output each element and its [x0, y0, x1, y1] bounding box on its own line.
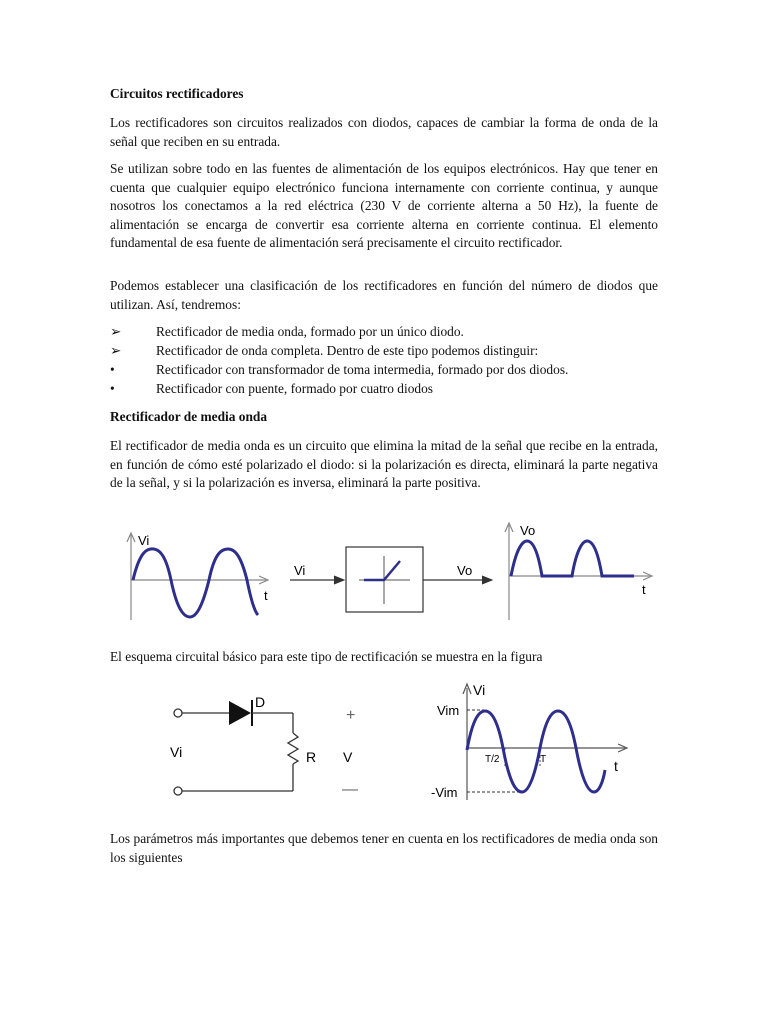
dot-bullet-icon: •	[110, 362, 115, 377]
heading-circuitos-rectificadores: Circuitos rectificadores	[110, 86, 244, 101]
list-item-text: Rectificador de onda completa. Dentro de este tipo podemos distinguir:	[156, 343, 539, 358]
sine-wave	[467, 711, 605, 792]
arrow-bullet-icon: ➢	[110, 343, 122, 358]
paragraph-intro: Los rectificadores son circuitos realizados con diodos, capaces de cambiar la forma de onda de la señal que reciben en su entrada.	[110, 115, 658, 149]
list-item-text: Rectificador con puente, formado por cuatro diodos	[156, 381, 434, 396]
vi-axis-label: Vi	[473, 682, 486, 698]
circuit-schematic	[170, 694, 358, 798]
paragraph-parametros: Los parámetros más importantes que debemos tener en cuenta en los rectificadores de media onda son los siguientes	[110, 831, 658, 865]
arrow-bullet-icon: ➢	[110, 324, 122, 339]
resistor-icon	[288, 733, 298, 764]
resistor-label: R	[306, 749, 317, 765]
paragraph-esquema: El esquema circuital básico para este tipo de rectificación se muestra en la figura	[110, 649, 543, 664]
list-item-text: Rectificador con transformador de toma intermedia, formado por dos diodos.	[156, 362, 569, 377]
vi-input-label: Vi	[294, 563, 306, 578]
dot-bullet-icon: •	[110, 381, 115, 396]
paragraph-media-onda: El rectificador de media onda es un circuito que elimina la mitad de la señal que recibe en la entrada, en función de cómo esté polarizado el diodo: si la polarización es directa, eliminará la parte negativa de la señal, y si la polarización es inversa, eliminará la parte positiva.	[110, 438, 658, 490]
vo-axis-label: Vo	[520, 523, 536, 538]
diode-label: D	[255, 694, 266, 710]
vim-label: Vim	[437, 703, 460, 718]
input-terminal-top	[174, 709, 182, 717]
vo-output-label: Vo	[457, 563, 473, 578]
vi-axis-label: Vi	[138, 533, 150, 548]
period-label: T	[540, 754, 547, 765]
diode-icon	[229, 701, 251, 725]
neg-vim-label: -Vim	[431, 785, 458, 800]
half-period-label: T/2	[485, 754, 500, 765]
waveform-graph	[431, 682, 627, 800]
heading-media-onda: Rectificador de media onda	[110, 409, 268, 424]
vi-source-label: Vi	[170, 744, 183, 760]
paragraph-clasificacion: Podemos establecer una clasificación de los rectificadores en función del número de diodos que utilizan. Así, tendremos:	[110, 278, 658, 312]
paragraph-fuentes: Se utilizan sobre todo en las fuentes de alimentación de los equipos electrónicos. Hay que tener en cuenta que cualquier equipo electrónico funciona internamente con corriente continua, y aunque nosotros los conectamos a la red eléctrica (230 V de corriente alterna a 50 Hz), la fuente de alimentación se encarga de convertir esa corriente alterna en corriente continua. El elemento fundamental de esa fuente de alimentación será precisamente el circuito rectificador.	[110, 161, 658, 250]
list-item-text: Rectificador de media onda, formado por un único diodo.	[156, 324, 464, 339]
input-terminal-bottom	[174, 787, 182, 795]
t-axis-label: t	[642, 582, 646, 597]
t-axis-label: t	[614, 758, 618, 774]
minus-sign: —	[342, 781, 358, 798]
plus-sign: +	[346, 707, 356, 724]
output-voltage-label: V	[343, 749, 353, 765]
t-axis-label: t	[264, 588, 268, 603]
